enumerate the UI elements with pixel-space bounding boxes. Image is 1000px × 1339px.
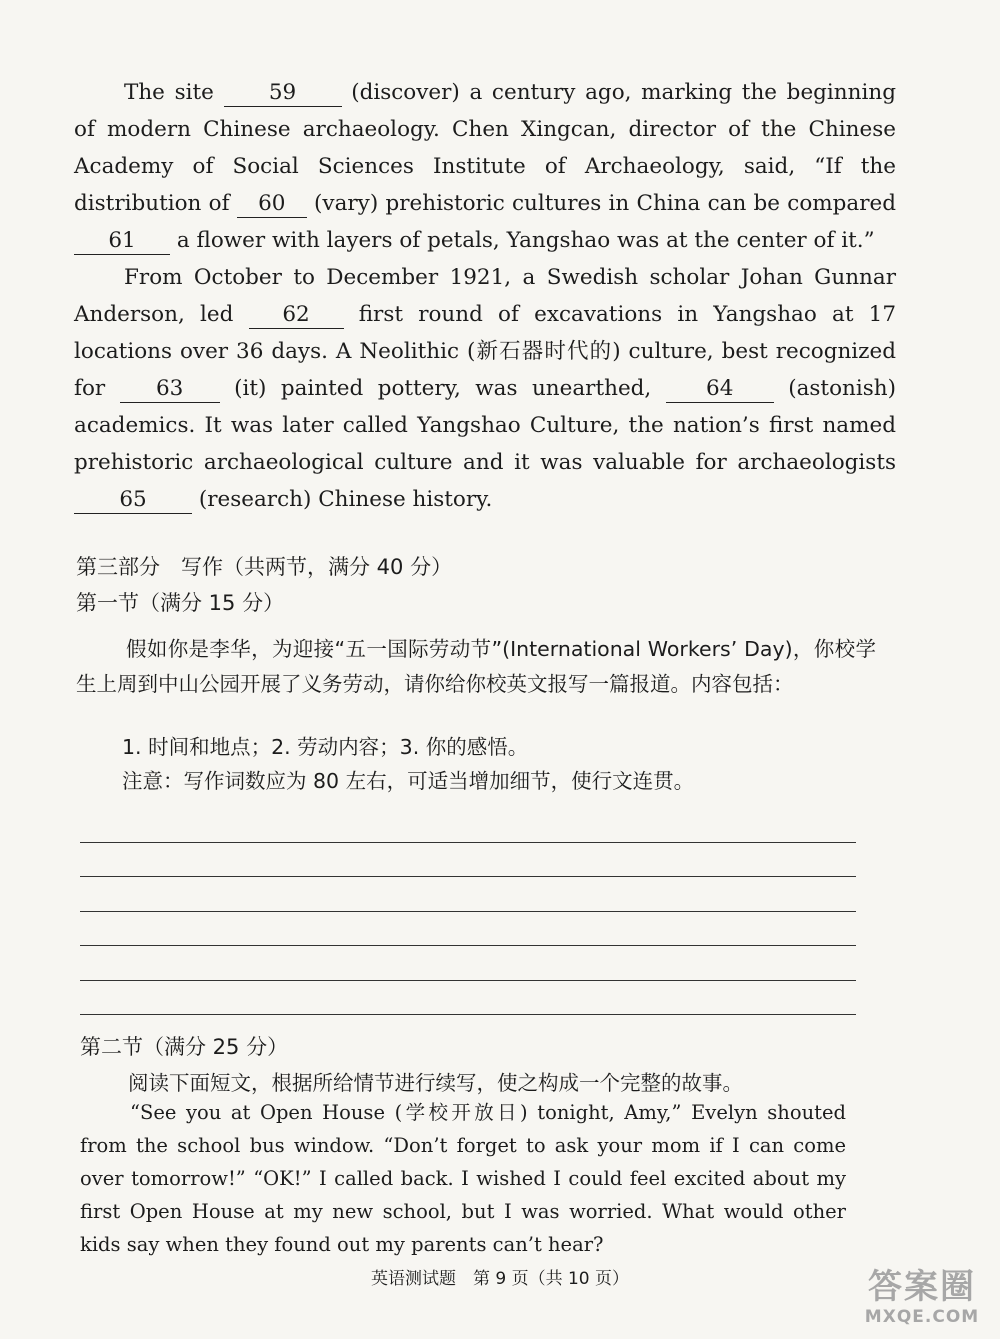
text-segment: (vary) prehistoric cultures in China can be compared [314, 191, 896, 216]
passage-paragraph-1 [74, 74, 896, 259]
section1-heading: 第一节（满分 15 分） [76, 591, 285, 615]
section2-instruction: 阅读下面短文，根据所给情节进行续写，使之构成一个完整的故事。 [128, 1071, 743, 1095]
section1-prompt [76, 632, 876, 702]
blank-64[interactable]: 64 [666, 376, 774, 403]
story-text: “See you at Open House (学校开放日) tonight, Amy,” Evelyn shouted from the school bus window. “Don’t forget to ask your mom if I can come over tomorrow!” “OK!” I called back. I wished I could feel excited about my first Open House at my new school, but I was worried. What would other kids say when they found out my parents can’t hear? [80, 1101, 846, 1256]
blank-63[interactable]: 63 [120, 376, 220, 403]
passage-paragraph-2 [74, 259, 896, 518]
answer-line[interactable] [80, 912, 856, 947]
blank-59[interactable]: 59 [224, 80, 342, 107]
text-segment: (it) painted pottery, was unearthed, [234, 376, 652, 401]
blank-62[interactable]: 62 [249, 302, 344, 329]
answer-line[interactable] [80, 946, 856, 981]
prompt-text: 假如你是李华，为迎接“五一国际劳动节”(International Workers’ Day)，你校学生上周到中山公园开展了义务劳动，请你给你校英文报写一篇报道。内容包括： [76, 637, 876, 696]
text-segment: first round of excavations in Yangshao at 17 locations over 36 days. A Neolithic (新石器时代的) culture, best recognized for [74, 302, 896, 401]
text-segment: From October to December 1921, a Swedish scholar Johan Gunnar Anderson, led [74, 265, 896, 327]
answer-writing-area[interactable] [80, 808, 856, 1015]
blank-60[interactable]: 60 [237, 191, 307, 218]
section1-points: 1. 时间和地点；2. 劳动内容；3. 你的感悟。 [122, 735, 529, 759]
answer-line[interactable] [80, 843, 856, 878]
text-segment: (research) Chinese history. [198, 487, 493, 512]
answer-line[interactable] [80, 877, 856, 912]
story-paragraph [80, 1096, 846, 1261]
watermark-line-2: MXQE.COM [864, 1307, 980, 1327]
section2-heading: 第二节（满分 25 分） [80, 1035, 289, 1059]
page-footer: 英语测试题 第 9 页（共 10 页） [370, 1269, 630, 1289]
blank-61[interactable]: 61 [74, 228, 170, 255]
watermark-line-1: 答案圈 [868, 1267, 976, 1307]
text-segment: a flower with layers of petals, Yangshao was at the center of it.” [176, 228, 875, 253]
text-segment: (astonish) academics. It was later called Yangshao Culture, the nation’s first named prehistoric archaeological culture and it was valuable for archaeologists [74, 376, 897, 475]
watermark-logo [852, 1267, 992, 1337]
text-segment: The site [124, 80, 214, 105]
section1-note: 注意：写作词数应为 80 左右，可适当增加细节，使行文连贯。 [122, 769, 695, 793]
answer-line[interactable] [80, 981, 856, 1016]
text-segment: (discover) a century ago, marking the beginning of modern Chinese archaeology. Chen Xingcan, director of the Chinese Academy of Social Sciences Institute of Archaeology, said, “If the distribution of [74, 80, 896, 216]
answer-line[interactable] [80, 808, 856, 843]
part3-heading: 第三部分 写作（共两节，满分 40 分） [76, 555, 453, 579]
blank-65[interactable]: 65 [74, 487, 192, 514]
